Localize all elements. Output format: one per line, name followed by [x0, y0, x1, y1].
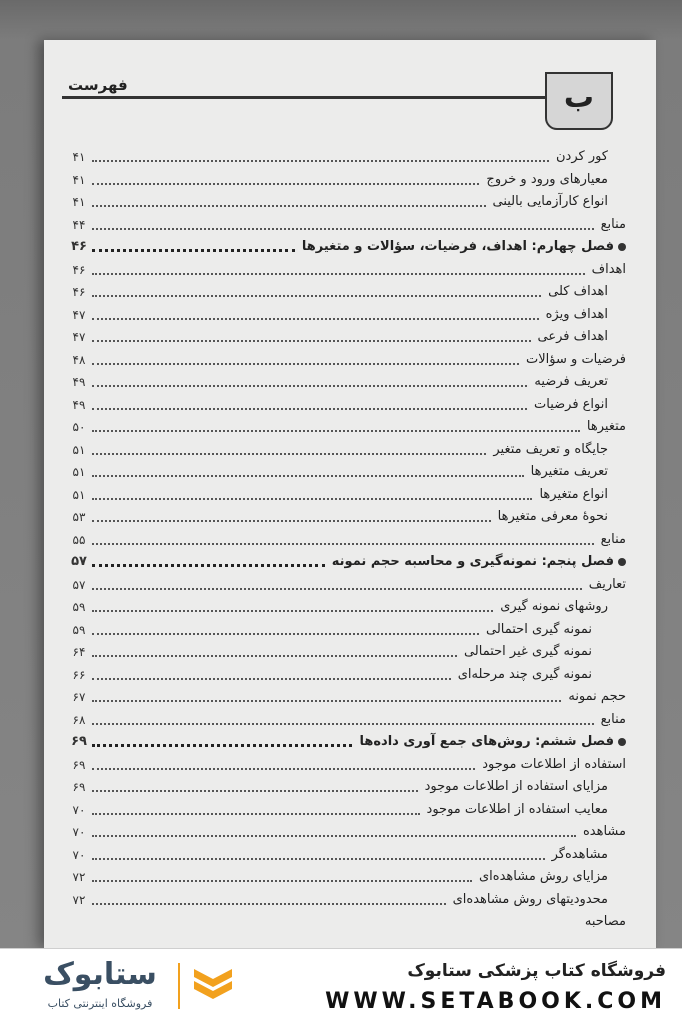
chapter-bullet-icon: [618, 243, 626, 251]
toc-page-number: ۶۴: [72, 645, 86, 659]
toc-page-number: ۷۰: [72, 802, 86, 817]
toc-row: [66, 484, 626, 507]
leader-dots: [92, 498, 532, 500]
toc-entry-title: تعاریف: [586, 574, 626, 597]
toc-entry-title: فصل پنجم: نمونه‌گیری و محاسبه حجم نمونه: [329, 551, 614, 574]
toc-page-number: ۶۶: [72, 667, 86, 682]
leader-dots: [92, 835, 576, 837]
leader-dots: [92, 813, 420, 815]
leader-dots: [92, 228, 594, 230]
leader-dots: [92, 790, 418, 792]
toc-page-number: ۶۸: [72, 712, 86, 727]
toc-entry-title: فصل چهارم: اهداف، فرضیات، سؤالات و متغیرها: [299, 236, 614, 259]
chapter-bullet-icon: [618, 738, 626, 746]
toc-row: [66, 664, 626, 687]
store-url[interactable]: WWW.SETABOOK.COM: [325, 989, 666, 1014]
leader-dots: [92, 903, 446, 905]
leader-dots: [92, 880, 472, 882]
toc-row: [66, 709, 626, 732]
leader-dots: [92, 273, 585, 275]
leader-dots: [92, 768, 475, 770]
toc-page-number: ۴۱: [72, 150, 86, 164]
leader-dots: [92, 318, 539, 320]
toc-entry-title: نمونه گیری غیر احتمالی: [461, 641, 592, 664]
toc-row: [66, 889, 626, 912]
toc-page-number: ۶۷: [72, 690, 86, 704]
toc-row: [66, 371, 626, 394]
toc-entry-title: فرضیات و سؤالات: [523, 349, 626, 372]
store-name: فروشگاه کتاب پزشکی ستابوک: [407, 961, 666, 981]
toc-entry-title: منابع: [598, 709, 626, 732]
toc-page-number: ۵۰: [72, 420, 86, 434]
toc-page-number: ۴۱: [72, 172, 86, 187]
toc-page-number: ۴۹: [72, 397, 86, 412]
toc-row: [66, 281, 626, 304]
toc-chapter-row: [66, 236, 626, 259]
toc-page-number: ۴۱: [72, 195, 86, 209]
toc-page-number: ۵۷: [72, 577, 86, 592]
toc-page-number: ۷۲: [72, 870, 86, 884]
section-tab: [545, 72, 613, 130]
leader-dots: [92, 385, 527, 387]
toc-page-number: ۴۸: [72, 352, 86, 367]
leader-dots: [92, 744, 352, 747]
toc-entry-title: اهداف فرعی: [535, 326, 609, 349]
toc-row: [66, 821, 626, 844]
toc-page-number: ۵۹: [72, 622, 86, 637]
leader-dots: [92, 363, 519, 365]
toc-row: [66, 911, 626, 934]
leader-dots: [92, 543, 594, 545]
toc-page-number: ۵۳: [72, 510, 86, 524]
toc-entry-title: مصاحبه: [582, 911, 626, 934]
toc-page-number: ۴۶: [71, 239, 87, 254]
toc-row: [66, 529, 626, 552]
toc-page-number: ۴۹: [72, 375, 86, 389]
table-of-contents: [66, 146, 626, 934]
leader-dots: [92, 610, 493, 612]
logo-divider: [178, 963, 180, 1009]
store-logo-subtitle: فروشگاه اینترنتی کتاب: [47, 997, 153, 1010]
toc-row: [66, 574, 626, 597]
chapter-bullet-icon: [618, 558, 626, 566]
toc-row: [66, 776, 626, 799]
leader-dots: [92, 723, 594, 725]
leader-dots: [92, 430, 580, 432]
toc-row: [66, 146, 626, 169]
leader-dots: [92, 408, 527, 410]
toc-entry-title: محدودیتهای روش مشاهده‌ای: [450, 889, 608, 912]
leader-dots: [92, 183, 479, 185]
toc-entry-title: متغیرها: [584, 416, 626, 439]
store-logo-text: ستابوک: [43, 957, 157, 992]
leader-dots: [92, 700, 561, 702]
leader-dots: [92, 633, 479, 635]
section-title: فهرست: [68, 76, 128, 94]
toc-page-number: ۷۲: [72, 892, 86, 907]
toc-page-number: ۴۷: [72, 307, 86, 322]
toc-row: [66, 754, 626, 777]
leader-dots: [92, 475, 524, 477]
toc-page-number: ۶۹: [71, 734, 87, 749]
store-banner: [0, 948, 682, 1025]
toc-page-number: ۷۰: [72, 847, 86, 862]
toc-row: [66, 686, 626, 709]
toc-entry-title: انواع متغیرها: [536, 484, 608, 507]
toc-page-number: ۵۱: [72, 442, 86, 457]
toc-page-number: ۵۹: [72, 600, 86, 614]
book-logo-icon: [190, 961, 236, 1005]
toc-entry-title: فصل ششم: روش‌های جمع آوری داده‌ها: [356, 731, 614, 754]
toc-row: [66, 619, 626, 642]
leader-dots: [92, 340, 531, 342]
leader-dots: [92, 588, 582, 590]
toc-entry-title: اهداف کلی: [545, 281, 608, 304]
toc-row: [66, 259, 626, 282]
header-rule: [62, 96, 545, 99]
toc-entry-title: معیارهای ورود و خروج: [483, 169, 608, 192]
toc-page-number: ۴۴: [72, 217, 86, 232]
toc-row: [66, 596, 626, 619]
toc-row: [66, 394, 626, 417]
toc-entry-title: کور کردن: [553, 146, 608, 169]
toc-entry-title: معایب استفاده از اطلاعات موجود: [424, 799, 608, 822]
toc-page-number: ۴۶: [72, 285, 86, 299]
leader-dots: [92, 453, 486, 455]
leader-dots: [92, 678, 451, 680]
toc-entry-title: انواع فرضیات: [531, 394, 608, 417]
toc-entry-title: مزایای روش مشاهده‌ای: [476, 866, 608, 889]
toc-row: [66, 506, 626, 529]
toc-row: [66, 191, 626, 214]
toc-row: [66, 641, 626, 664]
section-tab-letter: ب: [563, 80, 595, 115]
toc-row: [66, 326, 626, 349]
toc-page-number: ۴۶: [72, 262, 86, 277]
toc-page-number: ۵۱: [72, 487, 86, 502]
toc-page-number: ۵۵: [72, 532, 86, 547]
toc-row: [66, 866, 626, 889]
toc-row: [66, 461, 626, 484]
toc-page-number: ۴۷: [72, 330, 86, 344]
toc-row: [66, 416, 626, 439]
toc-row: [66, 349, 626, 372]
toc-entry-title: انواع کارآزمایی بالینی: [490, 191, 609, 214]
toc-page-number: ۶۹: [72, 780, 86, 794]
toc-chapter-row: [66, 551, 626, 574]
toc-entry-title: اهداف ویژه: [543, 304, 608, 327]
toc-row: [66, 439, 626, 462]
toc-row: [66, 169, 626, 192]
toc-page-number: ۵۱: [72, 465, 86, 479]
toc-page-number: ۵۷: [71, 554, 87, 569]
toc-row: [66, 844, 626, 867]
toc-entry-title: منابع: [598, 214, 626, 237]
leader-dots: [92, 160, 549, 162]
leader-dots: [92, 205, 486, 207]
toc-row: [66, 304, 626, 327]
toc-row: [66, 799, 626, 822]
leader-dots: [92, 564, 325, 567]
toc-entry-title: روشهای نمونه گیری: [497, 596, 608, 619]
toc-entry-title: منابع: [598, 529, 626, 552]
leader-dots: [92, 655, 457, 657]
toc-page-number: ۶۹: [72, 757, 86, 772]
toc-entry-title: مزایای استفاده از اطلاعات موجود: [422, 776, 608, 799]
toc-chapter-row: [66, 731, 626, 754]
leader-dots: [92, 249, 295, 252]
toc-entry-title: نحوۀ معرفی متغیرها: [495, 506, 608, 529]
toc-entry-title: نمونه گیری چند مرحله‌ای: [455, 664, 592, 687]
toc-entry-title: اهداف: [589, 259, 626, 282]
toc-entry-title: تعریف متغیرها: [528, 461, 608, 484]
leader-dots: [92, 295, 541, 297]
toc-entry-title: مشاهده‌گر: [549, 844, 608, 867]
toc-page-number: ۷۰: [72, 825, 86, 839]
toc-entry-title: نمونه گیری احتمالی: [483, 619, 592, 642]
leader-dots: [92, 520, 491, 522]
toc-entry-title: مشاهده: [580, 821, 626, 844]
toc-row: [66, 214, 626, 237]
leader-dots: [92, 858, 545, 860]
toc-entry-title: حجم نمونه: [565, 686, 626, 709]
toc-entry-title: جایگاه و تعریف متغیر: [490, 439, 608, 462]
toc-entry-title: استفاده از اطلاعات موجود: [479, 754, 626, 777]
toc-entry-title: تعریف فرضیه: [531, 371, 608, 394]
